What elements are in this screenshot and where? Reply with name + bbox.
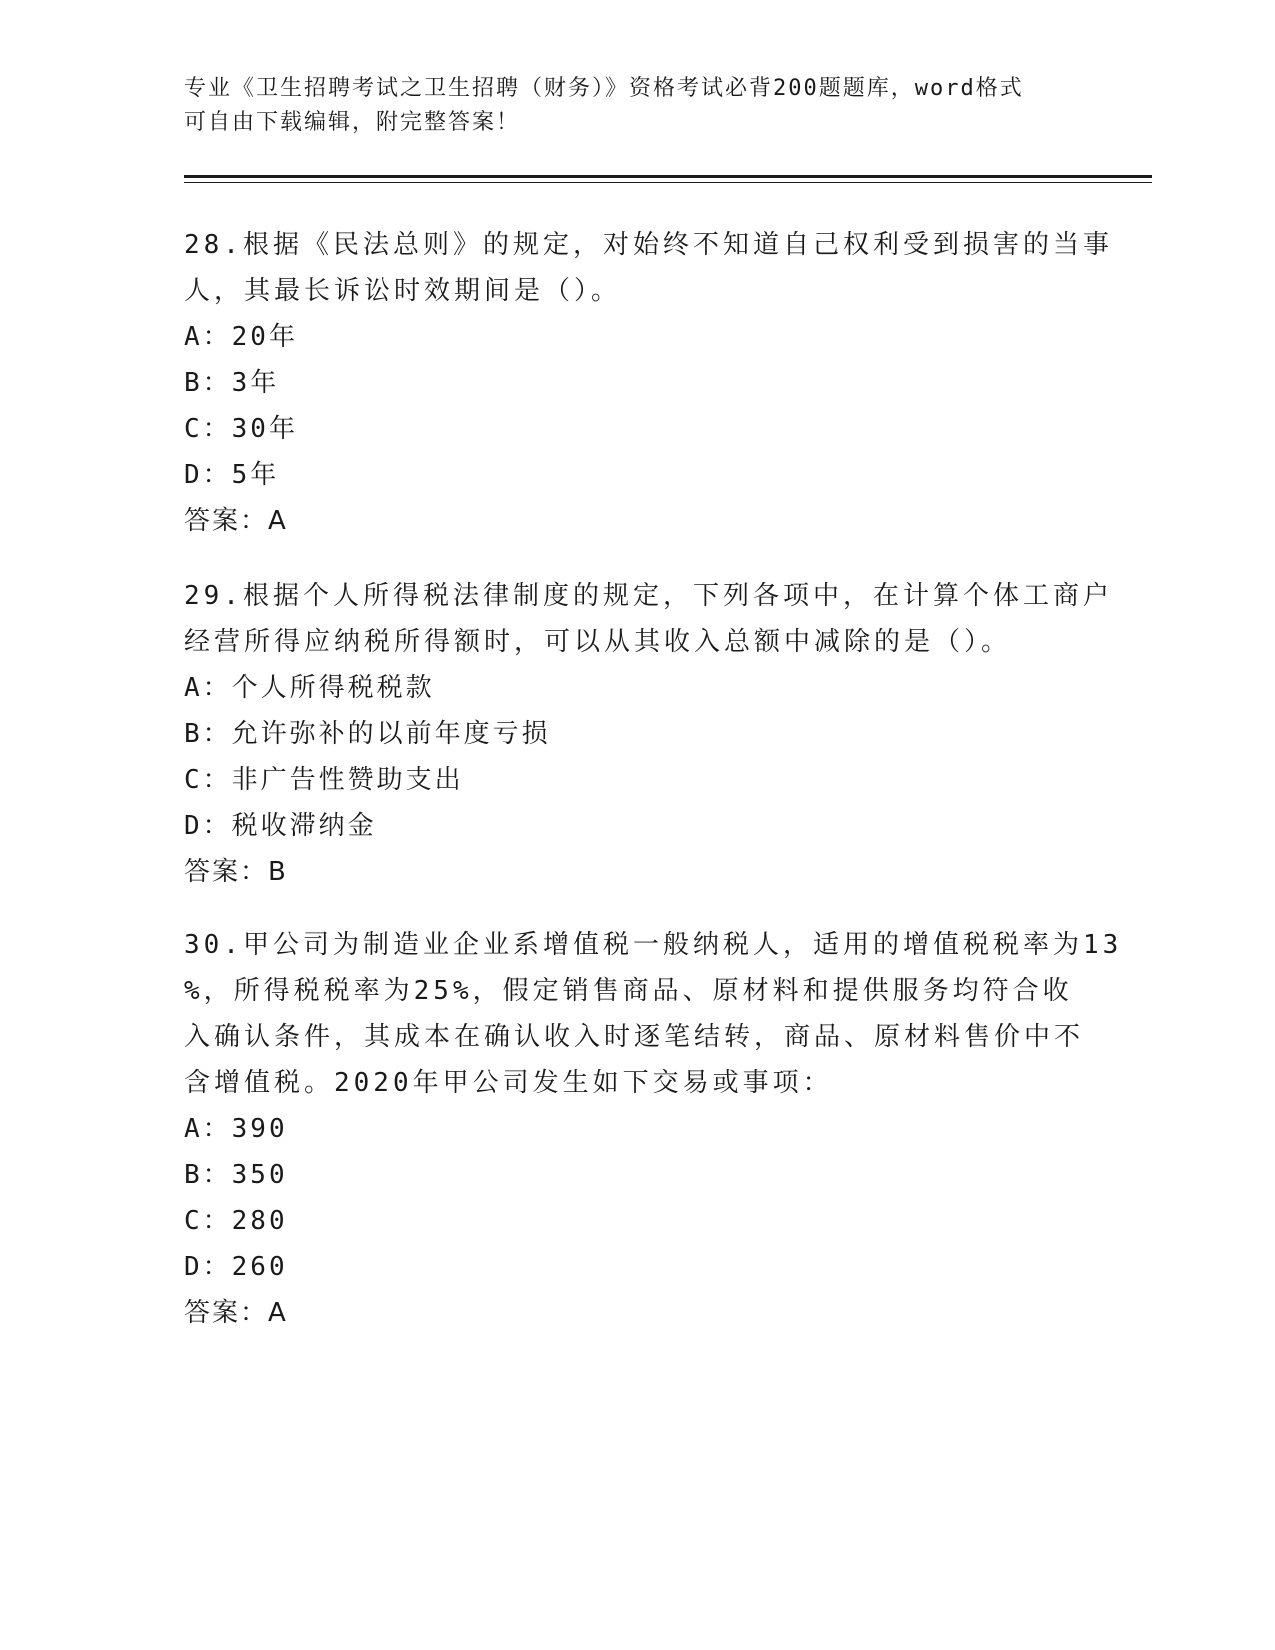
question-text-line: 28.根据《民法总则》的规定，对始终不知道自己权利受到损害的当事 xyxy=(184,230,1113,260)
answer-label: 答案：A xyxy=(184,1298,288,1328)
option-d: D：5年 xyxy=(184,460,280,490)
header-divider-thin xyxy=(184,182,1152,183)
question-text-line: 29.根据个人所得税法律制度的规定，下列各项中，在计算个体工商户 xyxy=(184,581,1113,611)
option-a: A：390 xyxy=(184,1114,288,1144)
option-a: A：20年 xyxy=(184,322,298,352)
document-header xyxy=(184,72,1064,140)
option-d: D：税收滞纳金 xyxy=(184,811,377,841)
option-a: A：个人所得税税款 xyxy=(184,673,435,703)
question-text-line: 人，其最长诉讼时效期间是（）。 xyxy=(184,276,622,306)
question-text-line: 含增值税。2020年甲公司发生如下交易或事项： xyxy=(184,1068,833,1098)
option-b: B：350 xyxy=(184,1160,288,1190)
question-text-line: 入确认条件，其成本在确认收入时逐笔结转，商品、原材料售价中不 xyxy=(184,1022,1085,1052)
option-c: C：非广告性赞助支出 xyxy=(184,765,464,795)
option-d: D：260 xyxy=(184,1252,288,1282)
option-c: C：280 xyxy=(184,1206,288,1236)
question-text-line: %，所得税税率为25%，假定销售商品、原材料和提供服务均符合收 xyxy=(184,976,1073,1006)
header-divider-thick xyxy=(184,175,1152,178)
question-30 xyxy=(184,922,1123,1336)
question-29 xyxy=(184,573,1113,895)
question-text-line: 30.甲公司为制造业企业系增值税一般纳税人，适用的增值税税率为13 xyxy=(184,930,1123,960)
question-28 xyxy=(184,222,1113,544)
answer-label: 答案：A xyxy=(184,506,288,536)
answer-label: 答案：B xyxy=(184,857,288,887)
option-c: C：30年 xyxy=(184,414,298,444)
option-b: B：允许弥补的以前年度亏损 xyxy=(184,719,551,749)
header-line-2: 可自由下载编辑，附完整答案！ xyxy=(184,110,521,135)
option-b: B：3年 xyxy=(184,368,280,398)
header-line-1: 专业《卫生招聘考试之卫生招聘（财务）》资格考试必背200题题库，word格式 xyxy=(184,76,1024,101)
question-text-line: 经营所得应纳税所得额时，可以从其收入总额中减除的是（）。 xyxy=(184,627,1012,657)
